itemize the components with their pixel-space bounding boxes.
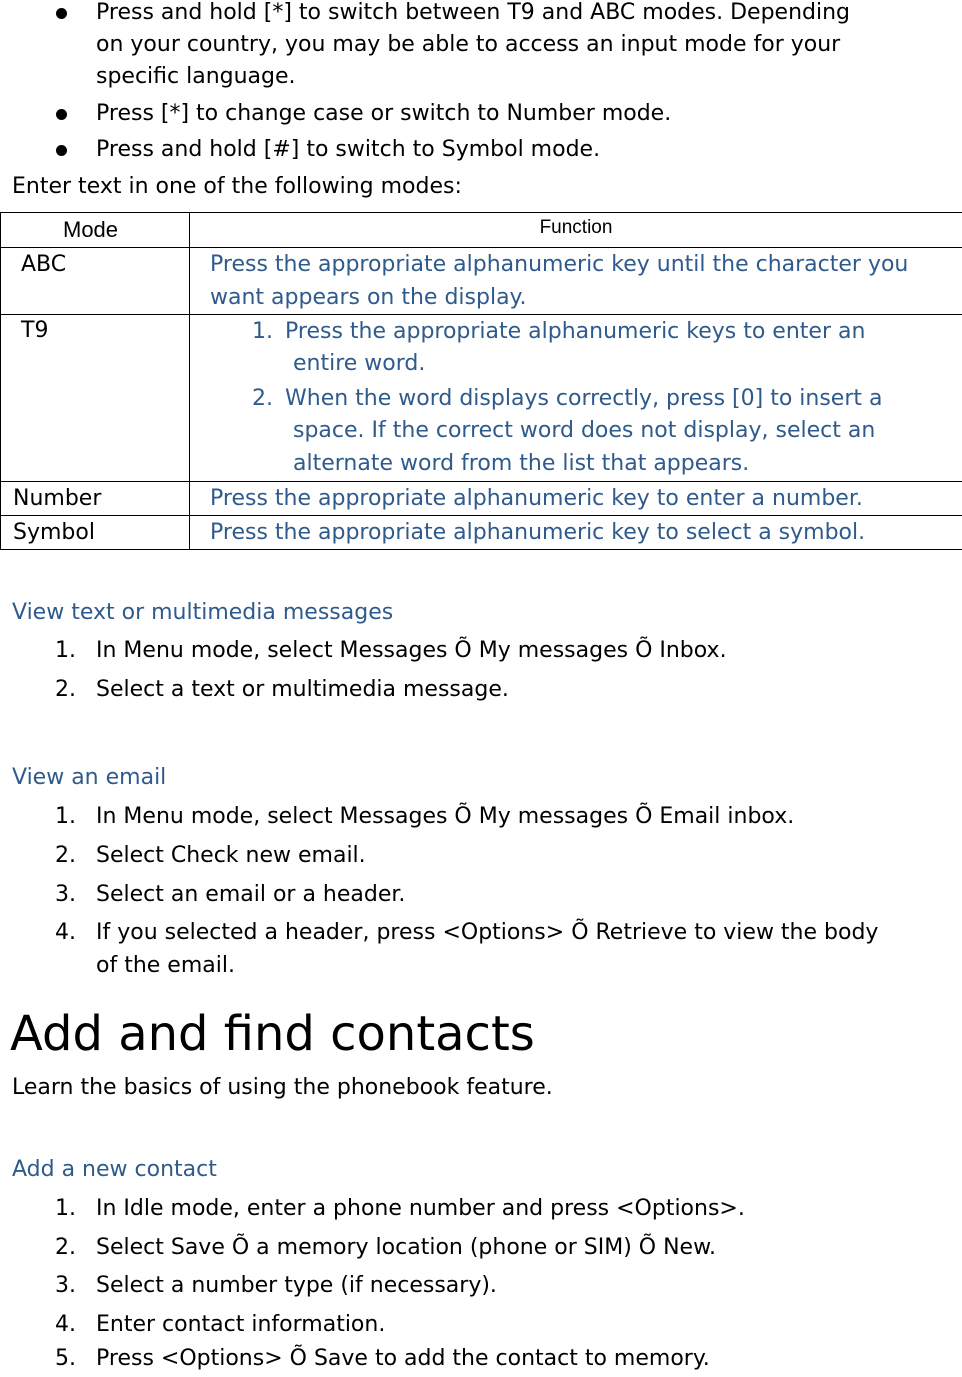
step-number: 2. [252,386,273,411]
bullet-text: on your country, you may be able to access an input mode for your [96,32,841,57]
step-text: Select Save Õ a memory location (phone or SIM) Õ New. [96,1235,717,1260]
mode-label: Number [13,486,102,511]
step-number: 1. [55,638,76,663]
step-text: When the word displays correctly, press [0] to insert a [285,386,883,411]
step-text: Press the appropriate alphanumeric keys to enter an [285,319,866,344]
step-text: of the email. [96,953,235,978]
step-text: Enter contact information. [96,1312,386,1337]
mode-label: Symbol [13,520,95,545]
step-text: alternate word from the list that appears. [293,451,750,476]
bullet-text: Press and hold [#] to switch to Symbol mode. [96,137,601,162]
table-row [1,516,962,550]
page-heading: Add and find contacts [10,1006,535,1062]
bullet-text: Press [*] to change case or switch to Number mode. [96,101,672,126]
step-text: In Idle mode, enter a phone number and press <Options>. [96,1196,745,1221]
mode-label: T9 [21,318,49,343]
table-header-row [1,213,962,248]
bullet-text: specific language. [96,64,296,89]
table-intro: Enter text in one of the following modes: [12,174,462,199]
bullet-text: Press and hold [*] to switch between T9 and ABC modes. Depending [96,0,851,25]
function-header: Function [539,217,613,238]
step-text: Select a number type (if necessary). [96,1273,497,1298]
step-text: Select a text or multimedia message. [96,677,509,702]
table-row [1,482,962,516]
step-number: 2. [55,843,76,868]
table-row [1,248,962,315]
bullet-dot-icon [56,145,67,156]
step-text: entire word. [293,351,426,376]
function-text: Press the appropriate alphanumeric key until the character you [210,252,909,277]
mode-cell [1,516,190,550]
step-number: 2. [55,1235,76,1260]
function-text: Press the appropriate alphanumeric key to enter a number. [210,486,863,511]
mode-cell [1,315,190,482]
bullet-dot-icon [56,109,67,120]
step-number: 2. [55,677,76,702]
section-title: Add a new contact [12,1157,217,1182]
step-number: 1. [55,804,76,829]
function-cell [190,248,962,315]
step-text: Select Check new email. [96,843,366,868]
step-text: In Menu mode, select Messages Õ My messages Õ Inbox. [96,638,727,663]
step-number: 1. [55,1196,76,1221]
function-text: want appears on the display. [210,285,527,310]
step-number: 4. [55,1312,76,1337]
bullet-dot-icon [56,8,67,19]
step-text: Press <Options> Õ Save to add the contact to memory. [96,1346,710,1371]
step-number: 1. [252,319,273,344]
function-header-cell [190,213,962,248]
mode-cell [1,248,190,315]
function-text: Press the appropriate alphanumeric key to select a symbol. [210,520,866,545]
input-modes-table [0,212,962,550]
step-number: 3. [55,1273,76,1298]
step-number: 4. [55,920,76,945]
step-number: 3. [55,882,76,907]
mode-label: ABC [21,252,67,277]
mode-header: Mode [63,217,119,242]
heading-subtitle: Learn the basics of using the phonebook feature. [12,1075,553,1100]
mode-cell [1,482,190,516]
function-cell [190,482,962,516]
step-text: space. If the correct word does not display, select an [293,418,876,443]
mode-header-cell [1,213,190,248]
section-title: View text or multimedia messages [12,600,394,625]
function-cell [190,516,962,550]
step-text: If you selected a header, press <Options> Õ Retrieve to view the body [96,920,879,945]
table-row [1,315,962,482]
function-cell [190,315,962,482]
step-text: Select an email or a header. [96,882,406,907]
section-title: View an email [12,765,167,790]
step-number: 5. [55,1346,76,1371]
step-text: In Menu mode, select Messages Õ My messages Õ Email inbox. [96,804,795,829]
